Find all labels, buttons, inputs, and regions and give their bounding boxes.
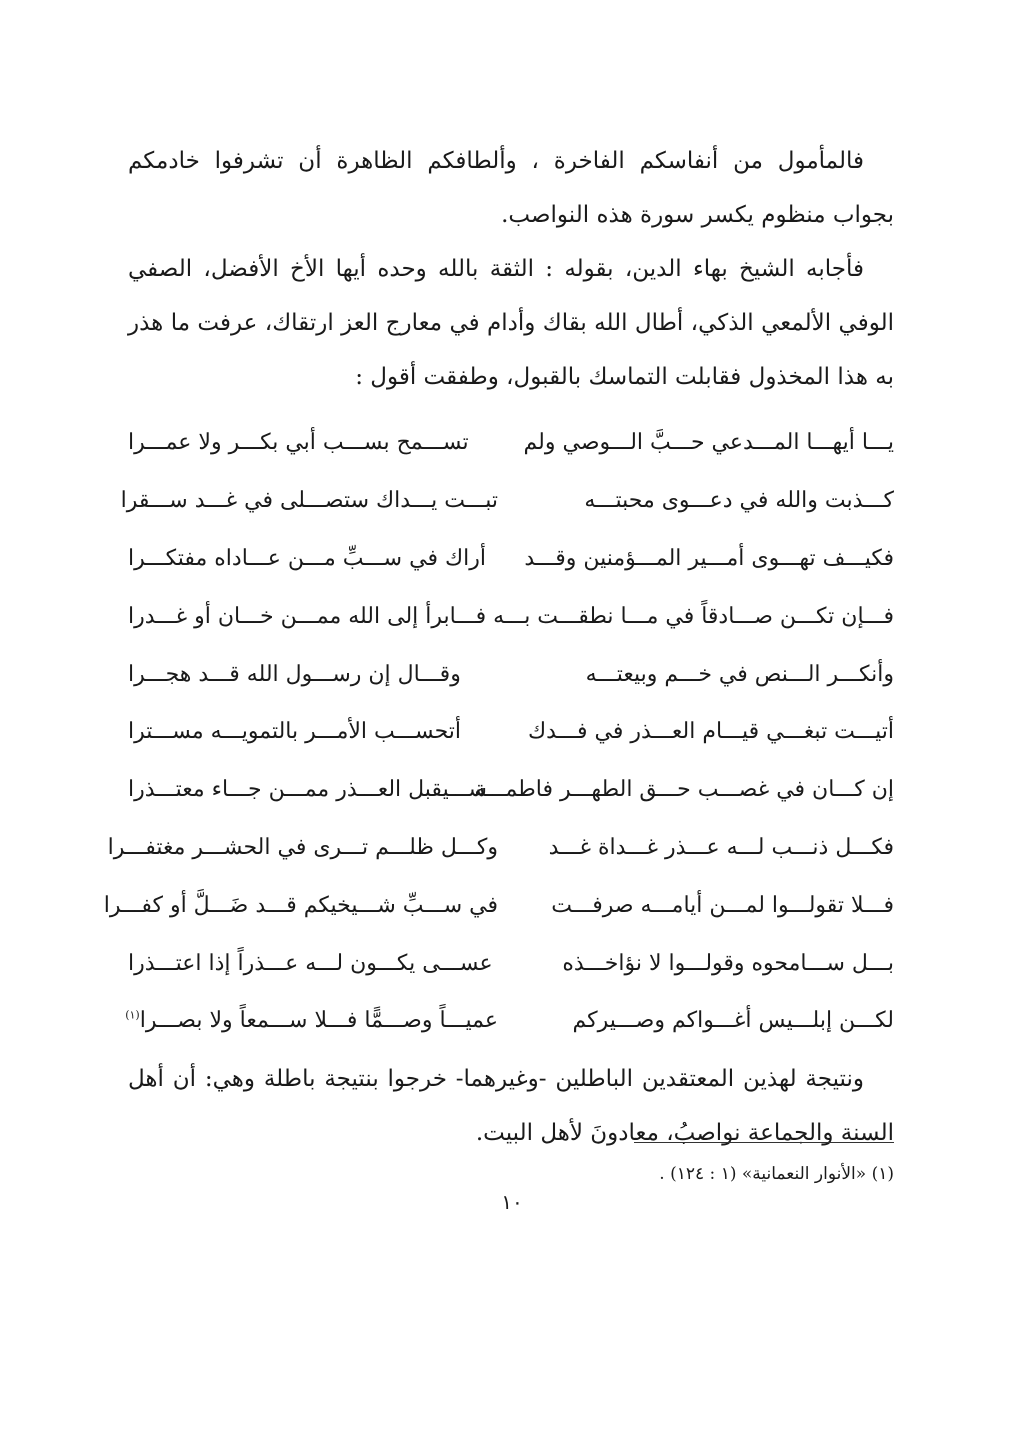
footnote-divider [634,1142,894,1143]
verse-second-hemistich-with-ref [125,1008,498,1034]
poem [103,414,894,1050]
page-number: ١٠ [501,1190,523,1214]
intro-paragraph: فالمأمول من أنفاسكم الفاخرة ، وألطافكم الظاهرة أن تشرفوا خادمكم بجواب منظوم يكسر سورة هذه النواصب. [128,148,894,228]
verse-first-hemistich: فكـــل ذنـــب لـــه عـــذر غـــداة غـــد [548,834,894,860]
poem-verse [128,934,894,992]
verse-first-hemistich: بـــل ســـامحوه وقولـــوا لا نؤاخـــذه [562,950,894,976]
verse-second-hemistich: في ســـبِّ شـــيخيكم قـــد ضَـــلَّ أو كفـــرا [103,892,498,918]
verse-second-hemistich: ســـيقبل العـــذر ممـــن جـــاء معتـــذرا [128,777,487,803]
reply-paragraph: فأجابه الشيخ بهاء الدين، بقوله : الثقة بالله وحده أيها الأخ الأفضل، الصفي الوفي الألمعي الذكي، أطال الله بقاك وأدام في معارج العز ارتقاك، عرفت ما هذر به هذا المخذول فقابلت التماسك بالقبول، وطفقت أقول : [128,256,894,390]
footnote: (١) «الأنوار النعمانية» (١ : ١٢٤) . [659,1164,894,1184]
verse-first-hemistich: لكـــن إبلـــيس أغـــواكم وصـــيركم [572,1008,894,1034]
conclusion-paragraph: ونتيجة لهذين المعتقدين الباطلين -وغيرهما- خرجوا بنتيجة باطلة وهي: أن أهل السنة والجماعة نواصبُ، معادونَ لأهل البيت. [128,1066,894,1146]
poem-verse [128,414,894,472]
verse-second-hemistich: تســـمح بســـب أبي بكـــر ولا عمـــرا [128,430,469,456]
verse-first-hemistich: فكيـــف تهـــوى أمـــير المـــؤمنين وقـــد [524,545,894,571]
verse-first-hemistich: فـــإن تكـــن صـــادقاً في مـــا نطقـــت بـــه [493,603,894,629]
poem-verse [128,703,894,761]
poem-verse [125,992,894,1050]
intro-block [128,134,894,242]
poem-verse [120,472,894,530]
poem-verse [128,530,894,588]
verse-second-hemistich: أراك في ســـبِّ مـــن عـــاداه مفتكـــرا [128,545,486,571]
poem-verse [128,761,894,819]
verse-second-hemistich: عســـى يكـــون لـــه عـــذراً إذا اعتـــذرا [128,950,493,976]
verse-second-hemistich: وقـــال إن رســـول الله قـــد هجـــرا [128,661,461,687]
verse-second-hemistich: عميـــاً وصـــمًّا فـــلا ســـمعاً ولا بصـــرا [139,1008,498,1034]
poem-verse [128,587,894,645]
verse-first-hemistich: وأنكـــر الـــنص في خـــم وبيعتـــه [585,661,894,687]
verse-second-hemistich: تبـــت يـــداك ستصـــلى في غـــد ســـقرا [120,488,498,514]
verse-first-hemistich: كـــذبت والله في دعـــوى محبتـــه [584,488,894,514]
reply-block [128,242,894,404]
footnote-reference[interactable]: (١) [125,1009,140,1023]
conclusion-block [128,1052,894,1160]
verse-second-hemistich: وكـــل ظلـــم تـــرى في الحشـــر مغتفـــرا [107,834,498,860]
verse-first-hemistich: أتيـــت تبغـــي قيـــام العـــذر في فـــدك [528,719,894,745]
poem-verse [128,645,894,703]
poem-verse [107,819,894,877]
verse-first-hemistich: إن كـــان في غصـــب حـــق الطهـــر فاطمـــة [474,777,894,803]
verse-second-hemistich: فـــابرأ إلى الله ممـــن خـــان أو غـــدرا [128,603,487,629]
verse-first-hemistich: فـــلا تقولـــوا لمـــن أيامـــه صرفـــت [551,892,894,918]
verse-first-hemistich: يـــا أيهـــا المـــدعي حـــبَّ الـــوصي ولم [523,430,894,456]
verse-second-hemistich: أتحســـب الأمـــر بالتمويـــه مســـترا [128,719,462,745]
poem-verse [103,876,894,934]
